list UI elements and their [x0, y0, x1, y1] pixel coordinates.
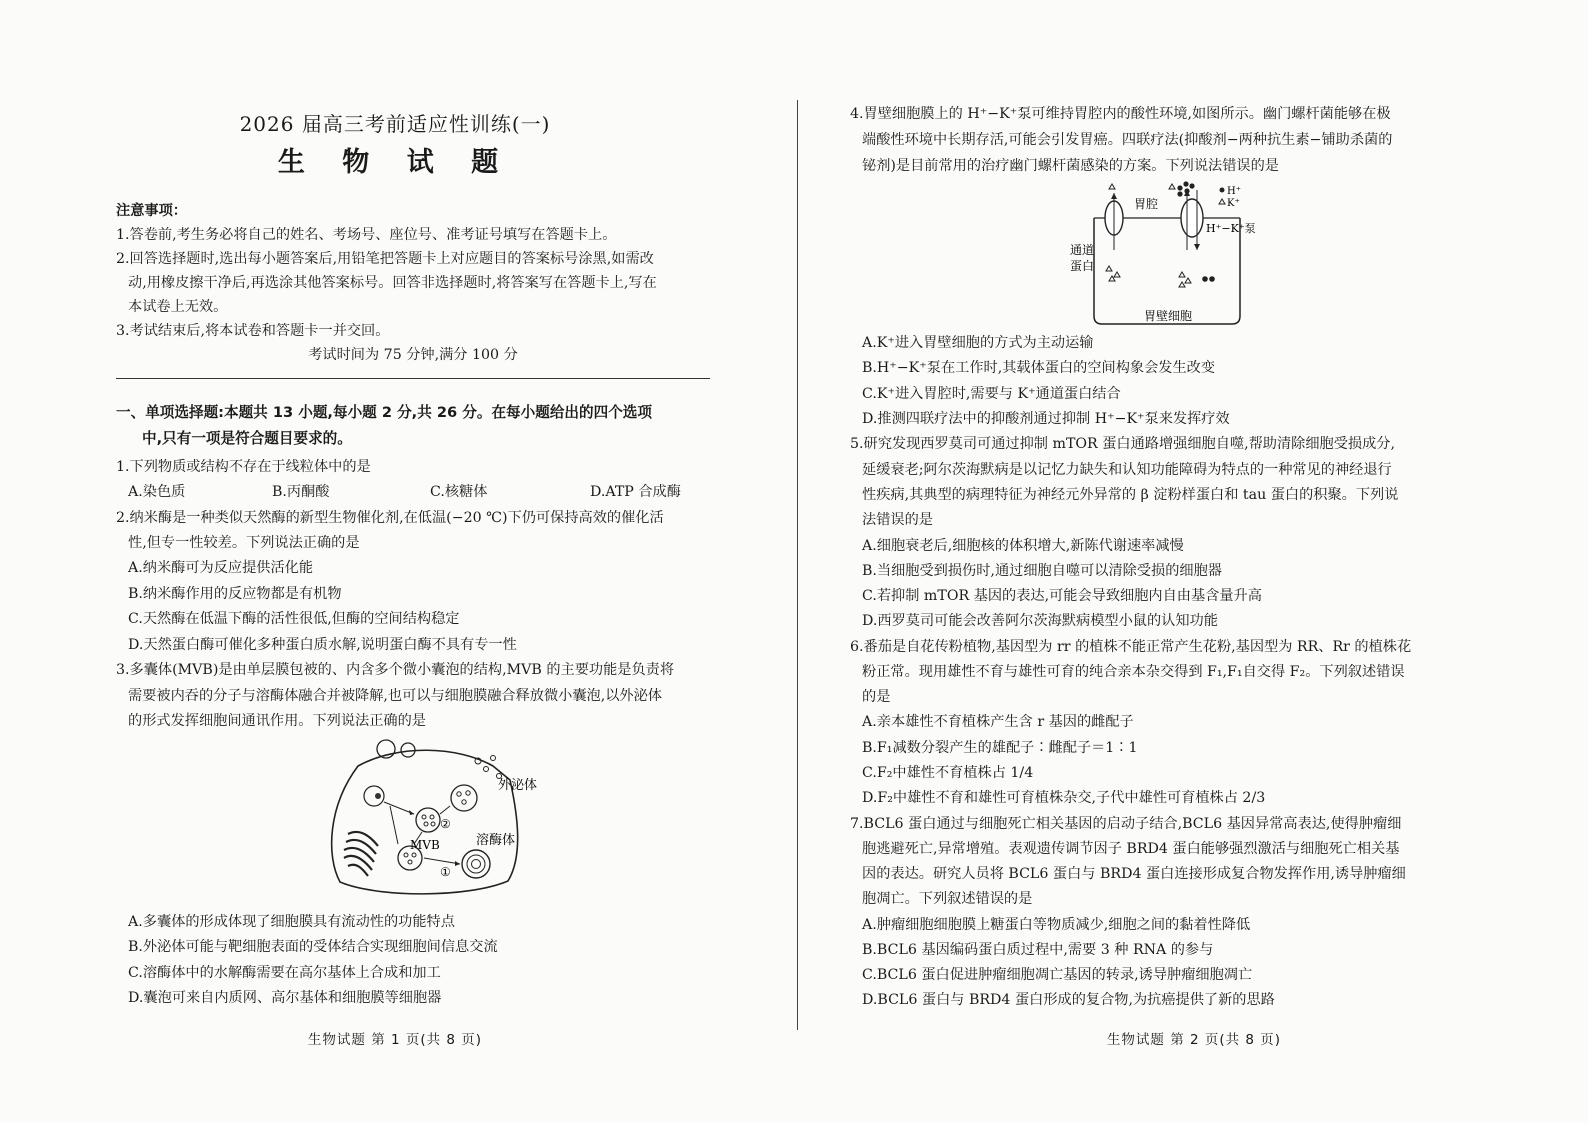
q2-option-b: B.纳米酶作用的反应物都是有机物 [128, 586, 342, 602]
exam-time-info: 考试时间为 75 分钟,满分 100 分 [308, 347, 518, 363]
q4-option-c: C.K⁺进入胃腔时,需要与 K⁺通道蛋白结合 [862, 386, 1121, 402]
q1-option-a: A.染色质 [128, 484, 186, 500]
legend-h-plus: H⁺ [1227, 186, 1241, 197]
q3-stem: 的形式发挥细胞间通讯作用。下列说法正确的是 [128, 713, 426, 729]
label-channel: 通道 [1070, 243, 1095, 257]
q1-option-c: C.核糖体 [430, 484, 488, 500]
proton-pump-diagram [1062, 178, 1282, 328]
q5-stem: 5.研究发现西罗莫司可通过抑制 mTOR 蛋白通路增强细胞自噬,帮助清除细胞受损成分, [850, 436, 1395, 452]
q2-option-a: A.纳米酶可为反应提供活化能 [128, 560, 314, 576]
q3-stem: 3.多囊体(MVB)是由单层膜包被的、内含多个微小囊泡的结构,MVB 的主要功能是负责将 [116, 662, 675, 678]
q7-stem: 7.BCL6 蛋白通过与细胞死亡相关基因的启动子结合,BCL6 基因异常高表达,使得肿瘤细 [850, 816, 1402, 832]
q4-stem: 铋剂)是目前常用的治疗幽门螺杆菌感染的方案。下列说法错误的是 [862, 158, 1279, 174]
q4-option-d: D.推测四联疗法中的抑酸剂通过抑制 H⁺−K⁺泵来发挥疗效 [862, 411, 1230, 427]
q3-stem: 需要被内吞的分子与溶酶体融合并被降解,也可以与细胞膜融合释放微小囊泡,以外泌体 [128, 688, 662, 704]
q6-option-c: C.F₂中雄性不育植株占 1/4 [862, 765, 1034, 781]
q5-stem: 延缓衰老;阿尔茨海默病是以记忆力缺失和认知功能障碍为特点的一种常见的神经退行 [862, 462, 1392, 478]
legend-k-plus: K⁺ [1227, 198, 1240, 209]
section-heading: 一、单项选择题:本题共 13 小题,每小题 2 分,共 26 分。在每小题给出的四个选项 [116, 404, 652, 421]
subject-title: 生 物 试 题 [277, 147, 513, 178]
q5-option-b: B.当细胞受到损伤时,通过细胞自噬可以清除受损的细胞器 [862, 563, 1222, 579]
q6-option-b: B.F₁减数分裂产生的雄配子∶雌配子＝1∶1 [862, 740, 1138, 756]
notice-line: 动,用橡皮擦干净后,再选涂其他答案标号。回答非选择题时,将答案写在答题卡上,写在 [128, 275, 657, 291]
exam-title: 2026 届高三考前适应性训练(一) [239, 112, 551, 136]
q7-stem: 因的表达。研究人员将 BCL6 蛋白与 BRD4 蛋白连接形成复合物发挥作用,诱导肿瘤细 [862, 866, 1406, 882]
label-step-2: ② [440, 817, 451, 831]
page-footer: 生物试题 第 1 页(共 8 页) [307, 1032, 483, 1048]
q2-option-c: C.天然酶在低温下酶的活性很低,但酶的空间结构稳定 [128, 611, 460, 627]
q1-option-b: B.丙酮酸 [272, 484, 330, 500]
q6-stem: 6.番茄是自花传粉植物,基因型为 rr 的植株不能正常产生花粉,基因型为 RR、Rr 的植株花 [850, 639, 1412, 655]
section-heading-cont: 中,只有一项是符合题目要求的。 [142, 430, 352, 447]
label-exosome: 外泌体 [498, 778, 538, 793]
q4-option-a: A.K⁺进入胃壁细胞的方式为主动运输 [862, 335, 1094, 351]
q1-option-d: D.ATP 合成酶 [590, 484, 681, 500]
page-divider [797, 100, 798, 1030]
q2-option-d: D.天然蛋白酶可催化多种蛋白质水解,说明蛋白酶不具有专一性 [128, 637, 517, 653]
q6-option-a: A.亲本雄性不育植株产生含 r 基因的雌配子 [862, 714, 1134, 730]
q7-option-b: B.BCL6 基因编码蛋白质过程中,需要 3 种 RNA 的参与 [862, 942, 1214, 958]
label-lysosome: 溶酶体 [476, 833, 516, 848]
q7-option-a: A.肿瘤细胞细胞膜上糖蛋白等物质减少,细胞之间的黏着性降低 [862, 917, 1251, 933]
q7-option-d: D.BCL6 蛋白与 BRD4 蛋白形成的复合物,为抗癌提供了新的思路 [862, 992, 1275, 1008]
q3-option-d: D.囊泡可来自内质网、高尔基体和细胞膜等细胞器 [128, 990, 442, 1006]
q2-stem: 性,但专一性较差。下列说法正确的是 [128, 535, 360, 551]
q6-option-d: D.F₂中雄性不育和雄性可育植株杂交,子代中雄性可育植株占 2/3 [862, 790, 1266, 806]
q7-stem: 胞逃避死亡,异常增殖。表观遗传调节因子 BRD4 蛋白能够强烈激活与细胞死亡相关基 [862, 841, 1400, 857]
notice-line: 3.考试结束后,将本试卷和答题卡一并交回。 [116, 323, 390, 339]
q4-option-b: B.H⁺−K⁺泵在工作时,其载体蛋白的空间构象会发生改变 [862, 360, 1216, 376]
notice-line: 本试卷上无效。 [128, 299, 228, 315]
page-2 [800, 0, 1588, 1123]
q3-option-b: B.外泌体可能与靶细胞表面的受体结合实现细胞间信息交流 [128, 939, 498, 955]
label-channel: 蛋白 [1070, 259, 1095, 273]
q4-stem: 端酸性环境中长期存活,可能会引发胃癌。四联疗法(抑酸剂−两种抗生素−铺助杀菌的 [862, 132, 1393, 148]
q5-option-d: D.西罗莫司可能会改善阿尔茨海默病模型小鼠的认知功能 [862, 613, 1218, 629]
page-1 [0, 0, 790, 1123]
q2-stem: 2.纳米酶是一种类似天然酶的新型生物催化剂,在低温(−20 ℃)下仍可保持高效的催化活 [116, 510, 664, 526]
q5-stem: 性疾病,其典型的病理特征为神经元外异常的 β 淀粉样蛋白和 tau 蛋白的积聚。下列说 [862, 487, 1399, 503]
q1-stem: 1.下列物质或结构不存在于线粒体中的是 [116, 459, 371, 475]
q3-option-c: C.溶酶体中的水解酶需要在高尔基体上合成和加工 [128, 965, 441, 981]
q4-stem: 4.胃壁细胞膜上的 H⁺−K⁺泵可维持胃腔内的酸性环境,如图所示。幽门螺杆菌能够在极 [850, 106, 1391, 122]
page-footer: 生物试题 第 2 页(共 8 页) [1106, 1032, 1282, 1048]
label-mvb: MVB [410, 838, 440, 852]
divider-line [116, 378, 710, 379]
q3-option-a: A.多囊体的形成体现了细胞膜具有流动性的功能特点 [128, 914, 455, 930]
notice-line: 1.答卷前,考生务必将自己的姓名、考场号、座位号、准考证号填写在答题卡上。 [116, 227, 617, 243]
label-step-1: ① [440, 865, 451, 879]
notice-line: 2.回答选择题时,选出每小题答案后,用铅笔把答题卡上对应题目的答案标号涂黑,如需改 [116, 251, 654, 267]
q6-stem: 粉正常。现用雄性不育与雄性可育的纯合亲本杂交得到 F₁,F₁自交得 F₂。下列叙述错误 [862, 664, 1405, 680]
q7-option-c: C.BCL6 蛋白促进肿瘤细胞凋亡基因的转录,诱导肿瘤细胞凋亡 [862, 967, 1253, 983]
mvb-diagram [318, 736, 538, 902]
notice-heading: 注意事项： [116, 203, 187, 219]
q7-stem: 胞凋亡。下列叙述错误的是 [862, 891, 1033, 907]
q5-stem: 法错误的是 [862, 512, 933, 528]
label-gastric-cell: 胃壁细胞 [1144, 309, 1193, 323]
q5-option-a: A.细胞衰老后,细胞核的体积增大,新陈代谢速率减慢 [862, 538, 1184, 554]
label-pump: H⁺−K⁺泵 [1206, 222, 1256, 235]
label-lumen: 胃腔 [1134, 197, 1159, 211]
q6-stem: 的是 [862, 689, 891, 705]
q5-option-c: C.若抑制 mTOR 基因的表达,可能会导致细胞内自由基含量升高 [862, 588, 1262, 604]
